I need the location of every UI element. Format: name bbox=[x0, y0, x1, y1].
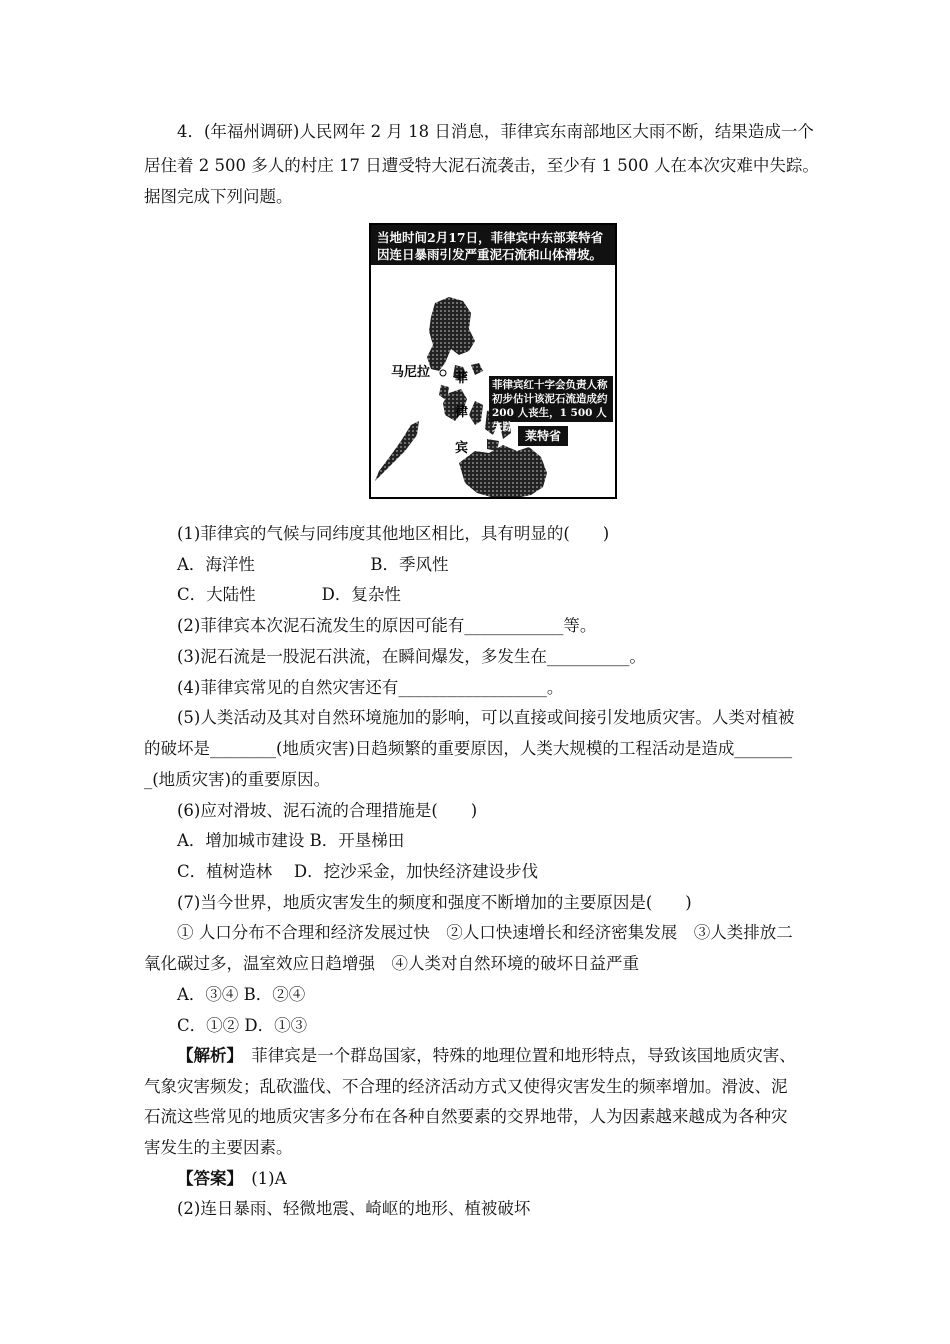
analysis-line-2: 气象灾害频发；乱砍滥伐、不合理的经济活动方式又使得灾害发生的频率增加。滑波、泥 bbox=[144, 1077, 788, 1096]
sub-question-5-line-3: _(地质灾害)的重要原因。 bbox=[144, 770, 331, 789]
callout-line-2: 初步估计该泥石流造成约 bbox=[492, 393, 608, 405]
sub-question-7: (7)当今世界，地质灾害发生的频度和强度不断增加的主要原因是( ) bbox=[177, 893, 692, 912]
sub-question-7-statements-line-2: 氧化碳过多，温室效应日趋增强 ④人类对自然环境的破坏日益严重 bbox=[144, 954, 639, 973]
sub-question-7-statements-line-1: ① 人口分布不合理和经济发展过快 ②人口快速增长和经济密集发展 ③人类排放二 bbox=[177, 923, 793, 942]
sub-question-5-line-2: 的破坏是________(地质灾害)日趋频繁的重要原因，人类大规模的工程活动是造成_______ bbox=[144, 739, 793, 758]
callout-line-3: 200 人丧生，1 500 人失踪 bbox=[492, 407, 607, 433]
question-intro-line-3: 据图完成下列问题。 bbox=[144, 187, 293, 206]
manila-label: 马尼拉 bbox=[391, 365, 431, 380]
map-banner bbox=[371, 225, 615, 265]
leyte-province-label: 莱特省 bbox=[518, 426, 568, 446]
country-char-3: 宾 bbox=[455, 441, 469, 456]
sub-question-1: (1)菲律宾的气候与同纬度其他地区相比，具有明显的( ) bbox=[177, 524, 610, 543]
answer-text-1: (1)A bbox=[234, 1169, 287, 1188]
analysis-line-3: 石流这些常见的地质灾害多分布在各种自然要素的交界地带，人为因素越来越成为各种灾 bbox=[144, 1107, 788, 1126]
country-char-2: 律 bbox=[455, 405, 469, 420]
analysis-label: 【解析】 bbox=[177, 1046, 235, 1065]
red-cross-callout bbox=[489, 376, 613, 433]
sub-question-7-options-cd: C．①② D．①③ bbox=[177, 1016, 308, 1035]
map-banner-line-1: 当地时间2月17日，菲律宾中东部莱特省 bbox=[377, 230, 604, 245]
analysis-line-1 bbox=[177, 1045, 796, 1067]
sub-question-1-options-ab: A．海洋性 B．季风性 bbox=[177, 555, 449, 574]
question-intro-line-1: 4．(年福州调研)人民网年 2 月 18 日消息，菲律宾东南部地区大雨不断，结果造成一个 bbox=[177, 122, 814, 141]
sub-question-3: (3)泥石流是一股泥石洪流，在瞬间爆发，多发生在__________。 bbox=[177, 647, 646, 666]
analysis-line-4: 害发生的主要因素。 bbox=[144, 1138, 293, 1157]
sub-question-6-options-ab: A．增加城市建设 B．开垦梯田 bbox=[177, 831, 405, 850]
sub-question-6-options-cd: C．植树造林 D．挖沙采金，加快经济建设步伐 bbox=[177, 862, 539, 881]
philippines-map-figure bbox=[369, 223, 617, 499]
callout-line-1: 菲律宾红十字会负责人称 bbox=[492, 379, 608, 391]
answer-line-1 bbox=[177, 1168, 287, 1190]
sub-question-6: (6)应对滑坡、泥石流的合理措施是( ) bbox=[177, 801, 478, 820]
sub-question-7-options-ab: A．③④ B．②④ bbox=[177, 985, 306, 1004]
country-char-1: 菲 bbox=[455, 371, 469, 386]
map-banner-line-2: 因连日暴雨引发严重泥石流和山体滑坡。 bbox=[377, 247, 603, 262]
answer-label: 【答案】 bbox=[177, 1169, 235, 1188]
sub-question-4: (4)菲律宾常见的自然灾害还有__________________。 bbox=[177, 678, 564, 697]
sub-question-1-options-cd: C．大陆性 D．复杂性 bbox=[177, 585, 401, 604]
sub-question-5-line-1: (5)人类活动及其对自然环境施加的影响，可以直接或间接引发地质灾害。人类对植被 bbox=[177, 708, 795, 727]
question-intro-line-2: 居住着 2 500 多人的村庄 17 日遭受特大泥石流袭击，至少有 1 500 人在本次灾难中失踪。 bbox=[144, 156, 819, 175]
sub-question-2: (2)菲律宾本次泥石流发生的原因可能有____________等。 bbox=[177, 616, 597, 635]
analysis-text-1: 菲律宾是一个群岛国家，特殊的地理位置和地形特点，导致该国地质灾害、 bbox=[234, 1046, 796, 1065]
answer-line-2: (2)连日暴雨、轻微地震、崎岖的地形、植被破坏 bbox=[177, 1199, 531, 1218]
